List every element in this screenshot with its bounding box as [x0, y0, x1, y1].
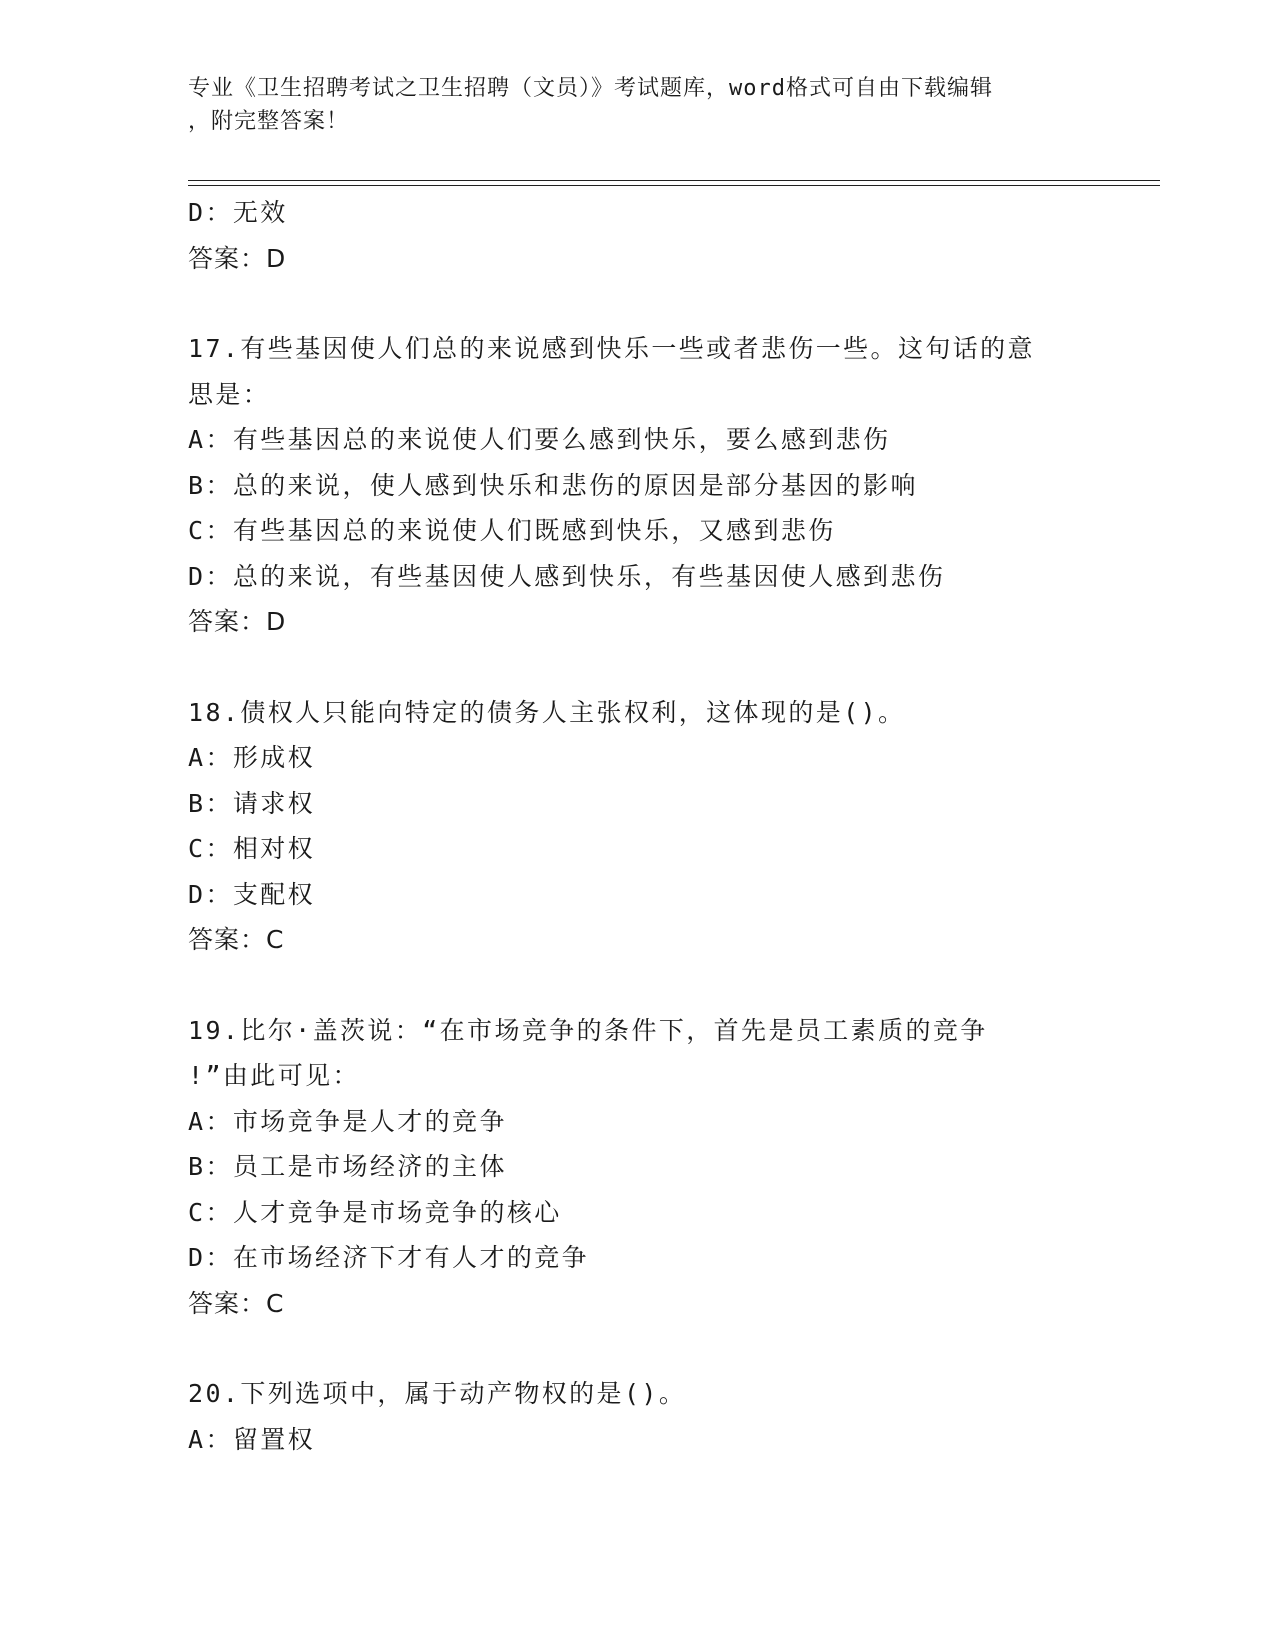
option-d: D：总的来说，有些基因使人感到快乐，有些基因使人感到悲伤	[188, 561, 946, 591]
question-block-18	[188, 690, 1148, 963]
question-stem-continued: !”由此可见：	[188, 1061, 360, 1090]
question-stem: 19.比尔·盖茨说：“在市场竞争的条件下，首先是员工素质的竞争	[188, 1015, 988, 1045]
answer-text: 答案：C	[188, 1288, 285, 1318]
option-c: C：相对权	[188, 834, 316, 863]
option-a: A：形成权	[188, 743, 316, 772]
question-stem: 18.债权人只能向特定的债务人主张权利，这体现的是()。	[188, 697, 906, 727]
question-spacer	[188, 281, 1148, 326]
option-b: B：请求权	[188, 788, 316, 818]
question-stem: 20.下列选项中，属于动产物权的是()。	[188, 1379, 687, 1408]
header-divider-top	[188, 180, 1160, 181]
option-d: D：在市场经济下才有人才的竞争	[188, 1243, 590, 1272]
question-stem: 17.有些基因使人们总的来说感到快乐一些或者悲伤一些。这句话的意	[188, 334, 1035, 363]
question-list	[188, 190, 1148, 1462]
option-a: A：留置权	[188, 1424, 316, 1454]
answer-text: 答案：C	[188, 925, 285, 954]
answer-text: 答案：D	[188, 607, 287, 636]
question-spacer	[188, 963, 1148, 1008]
question-block-17	[188, 326, 1148, 645]
question-spacer	[188, 645, 1148, 690]
header-divider-bottom	[188, 185, 1160, 186]
question-stem-continued: 思是：	[188, 379, 271, 409]
question-block-19	[188, 1008, 1148, 1327]
answer-text: 答案：D	[188, 243, 287, 273]
document-header	[188, 72, 1088, 138]
option-c: C：有些基因总的来说使人们既感到快乐，又感到悲伤	[188, 516, 836, 545]
question-block-prev	[188, 190, 1148, 281]
header-line-1: 专业《卫生招聘考试之卫生招聘（文员）》考试题库，word格式可自由下载编辑	[188, 76, 993, 101]
option-a: A：有些基因总的来说使人们要么感到快乐，要么感到悲伤	[188, 425, 891, 454]
option-c: C：人才竞争是市场竞争的核心	[188, 1197, 562, 1227]
option-d: D：支配权	[188, 879, 316, 909]
option-a: A：市场竞争是人才的竞争	[188, 1106, 507, 1136]
header-line-2: ，附完整答案！	[188, 109, 350, 134]
option-b: B：总的来说，使人感到快乐和悲伤的原因是部分基因的影响	[188, 470, 918, 500]
question-spacer	[188, 1326, 1148, 1371]
option-b: B：员工是市场经济的主体	[188, 1152, 507, 1181]
option-d: D：无效	[188, 198, 288, 227]
question-block-20	[188, 1371, 1148, 1462]
